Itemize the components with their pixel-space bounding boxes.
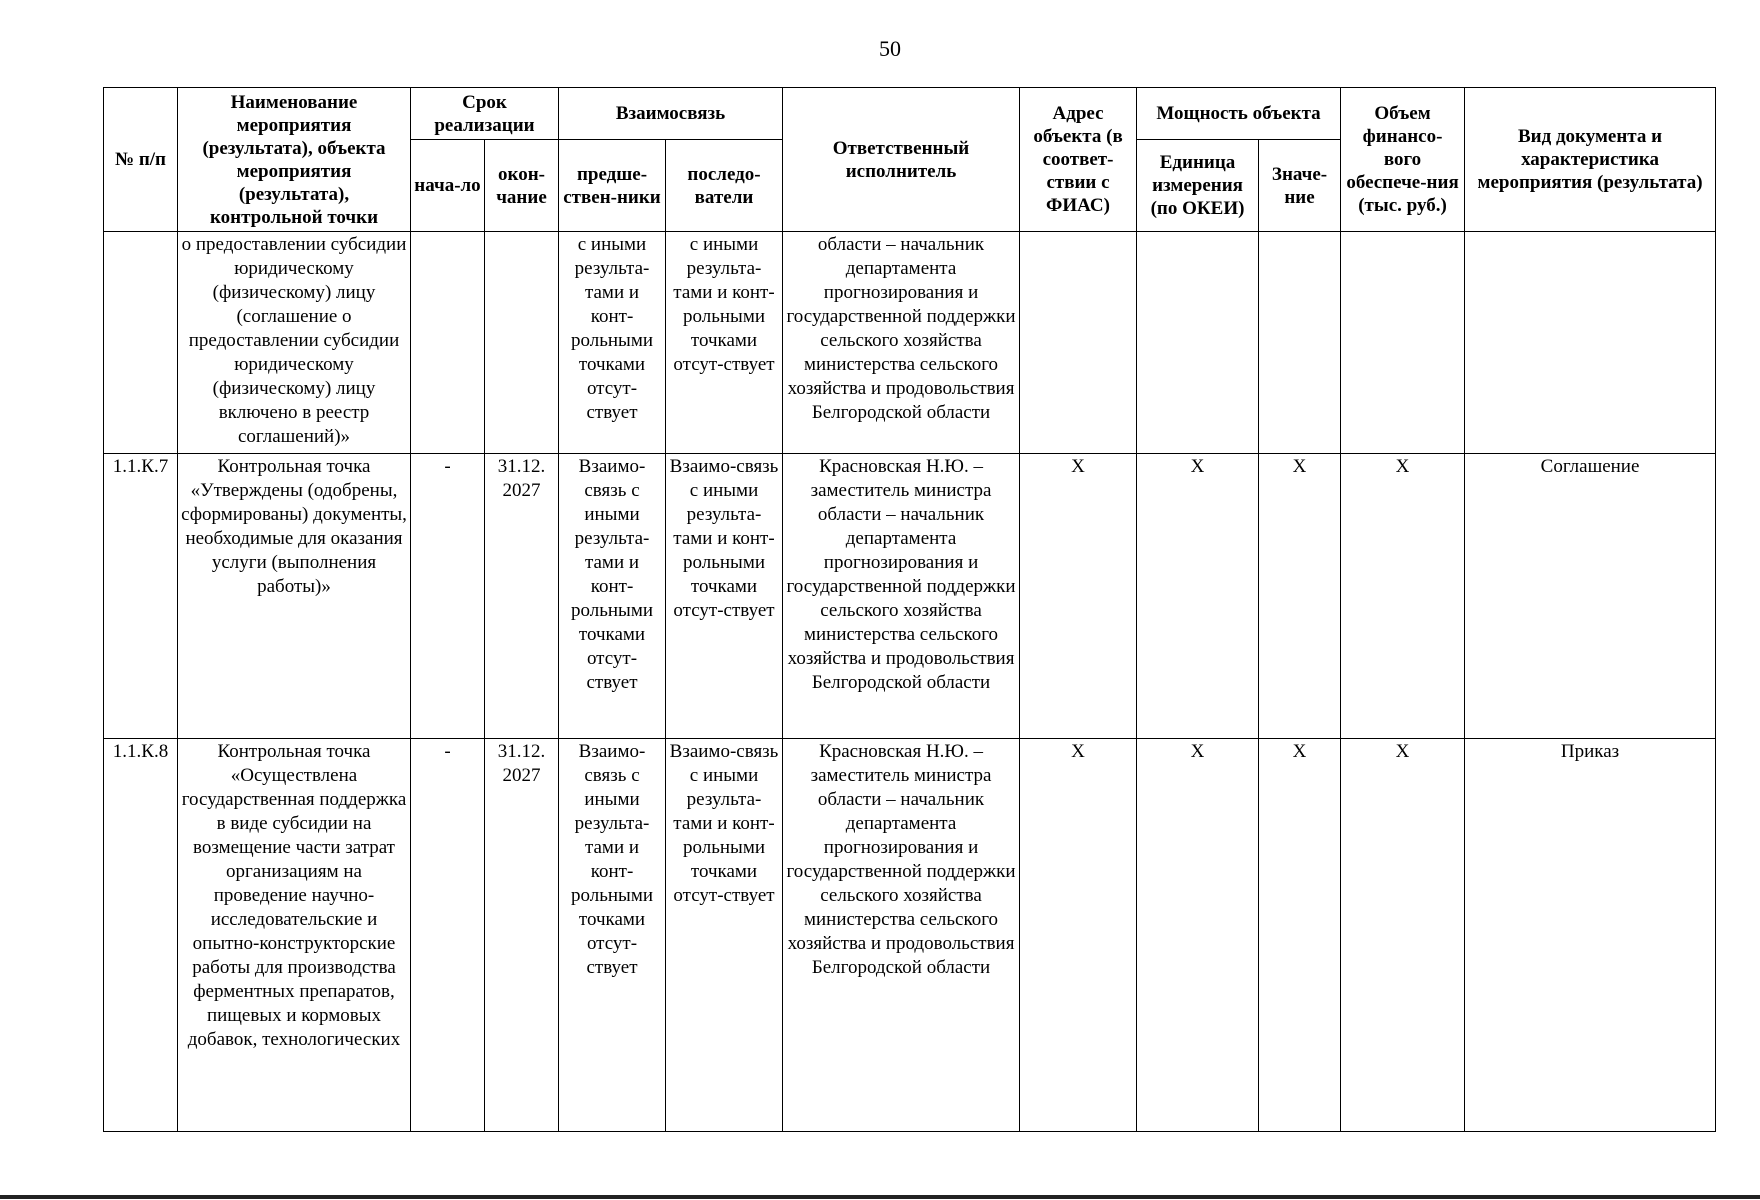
row-document: Соглашение [1465, 454, 1716, 739]
row-unit [1137, 232, 1259, 454]
row-document: Приказ [1465, 739, 1716, 1132]
row-value: Х [1259, 454, 1341, 739]
row-address: Х [1020, 454, 1137, 739]
row-start [411, 232, 485, 454]
row-successors: с иными результа-тами и конт-рольными точками отсут-ствует [666, 232, 783, 454]
row-responsible: области – начальник департамента прогнозирования и государственной поддержки сельского хозяйства министерства сельского хозяйства и продовольствия Белгородской области [783, 232, 1020, 454]
header-row-1 [104, 88, 1716, 140]
row-unit: Х [1137, 739, 1259, 1132]
row-predecessors: с иными результа-тами и конт-рольными точками отсут-ствует [559, 232, 666, 454]
row-finance: Х [1341, 739, 1465, 1132]
row-successors: Взаимо-связь с иными результа-тами и конт-рольными точками отсут-ствует [666, 739, 783, 1132]
row-responsible: Красновская Н.Ю. – заместитель министра области – начальник департамента прогнозирования и государственной поддержки сельского хозяйства министерства сельского хозяйства и продовольствия Белгородской области [783, 739, 1020, 1132]
row-number [104, 232, 178, 454]
header-predecessors: предше-ствен-ники [559, 140, 666, 232]
header-successors: последо-ватели [666, 140, 783, 232]
row-value [1259, 232, 1341, 454]
row-value: Х [1259, 739, 1341, 1132]
header-responsible: Ответственный исполнитель [783, 88, 1020, 232]
row-finance [1341, 232, 1465, 454]
header-term: Срок реализации [411, 88, 559, 140]
row-document [1465, 232, 1716, 454]
row-start: - [411, 454, 485, 739]
header-capacity: Мощность объекта [1137, 88, 1341, 140]
header-relation: Взаимосвязь [559, 88, 783, 140]
row-name: Контрольная точка «Осуществлена государственная поддержка в виде субсидии на возмещение части затрат организациям на проведение научно-исследовательские и опытно-конструкторские работы для производства ферментных препаратов, пищевых и кормовых добавок, технологических [178, 739, 411, 1132]
table-row [104, 454, 1716, 739]
row-predecessors: Взаимо-связь с иными результа-тами и конт-рольными точками отсут-ствует [559, 454, 666, 739]
scan-edge-line [0, 1195, 1760, 1199]
row-address [1020, 232, 1137, 454]
row-number: 1.1.К.7 [104, 454, 178, 739]
row-end: 31.12. 2027 [485, 739, 559, 1132]
row-finance: Х [1341, 454, 1465, 739]
row-address: Х [1020, 739, 1137, 1132]
header-address: Адрес объекта (в соответ-ствии с ФИАС) [1020, 88, 1137, 232]
row-end: 31.12. 2027 [485, 454, 559, 739]
header-unit: Единица измерения (по ОКЕИ) [1137, 140, 1259, 232]
header-document: Вид документа и характеристика мероприятия (результата) [1465, 88, 1716, 232]
row-end [485, 232, 559, 454]
row-successors: Взаимо-связь с иными результа-тами и конт-рольными точками отсут-ствует [666, 454, 783, 739]
header-num: № п/п [104, 88, 178, 232]
header-value: Значе-ние [1259, 140, 1341, 232]
row-predecessors: Взаимо-связь с иными результа-тами и конт-рольными точками отсут-ствует [559, 739, 666, 1132]
page-number: 50 [879, 36, 901, 61]
events-table [103, 87, 1716, 1132]
row-unit: Х [1137, 454, 1259, 739]
table-row [104, 232, 1716, 454]
header-name: Наименование мероприятия (результата), объекта мероприятия (результата), контрольной точки [178, 88, 411, 232]
header-end: окон-чание [485, 140, 559, 232]
row-responsible: Красновская Н.Ю. – заместитель министра области – начальник департамента прогнозирования и государственной поддержки сельского хозяйства министерства сельского хозяйства и продовольствия Белгородской области [783, 454, 1020, 739]
row-start: - [411, 739, 485, 1132]
row-name: Контрольная точка «Утверждены (одобрены, сформированы) документы, необходимые для оказания услуги (выполнения работы)» [178, 454, 411, 739]
row-number: 1.1.К.8 [104, 739, 178, 1132]
header-finance: Объем финансо-вого обеспече-ния (тыс. руб.) [1341, 88, 1465, 232]
row-name: о предоставлении субсидии юридическому (физическому) лицу (соглашение о предоставлении субсидии юридическому (физическому) лицу включено в реестр соглашений)» [178, 232, 411, 454]
header-start: нача-ло [411, 140, 485, 232]
table-row [104, 739, 1716, 1132]
